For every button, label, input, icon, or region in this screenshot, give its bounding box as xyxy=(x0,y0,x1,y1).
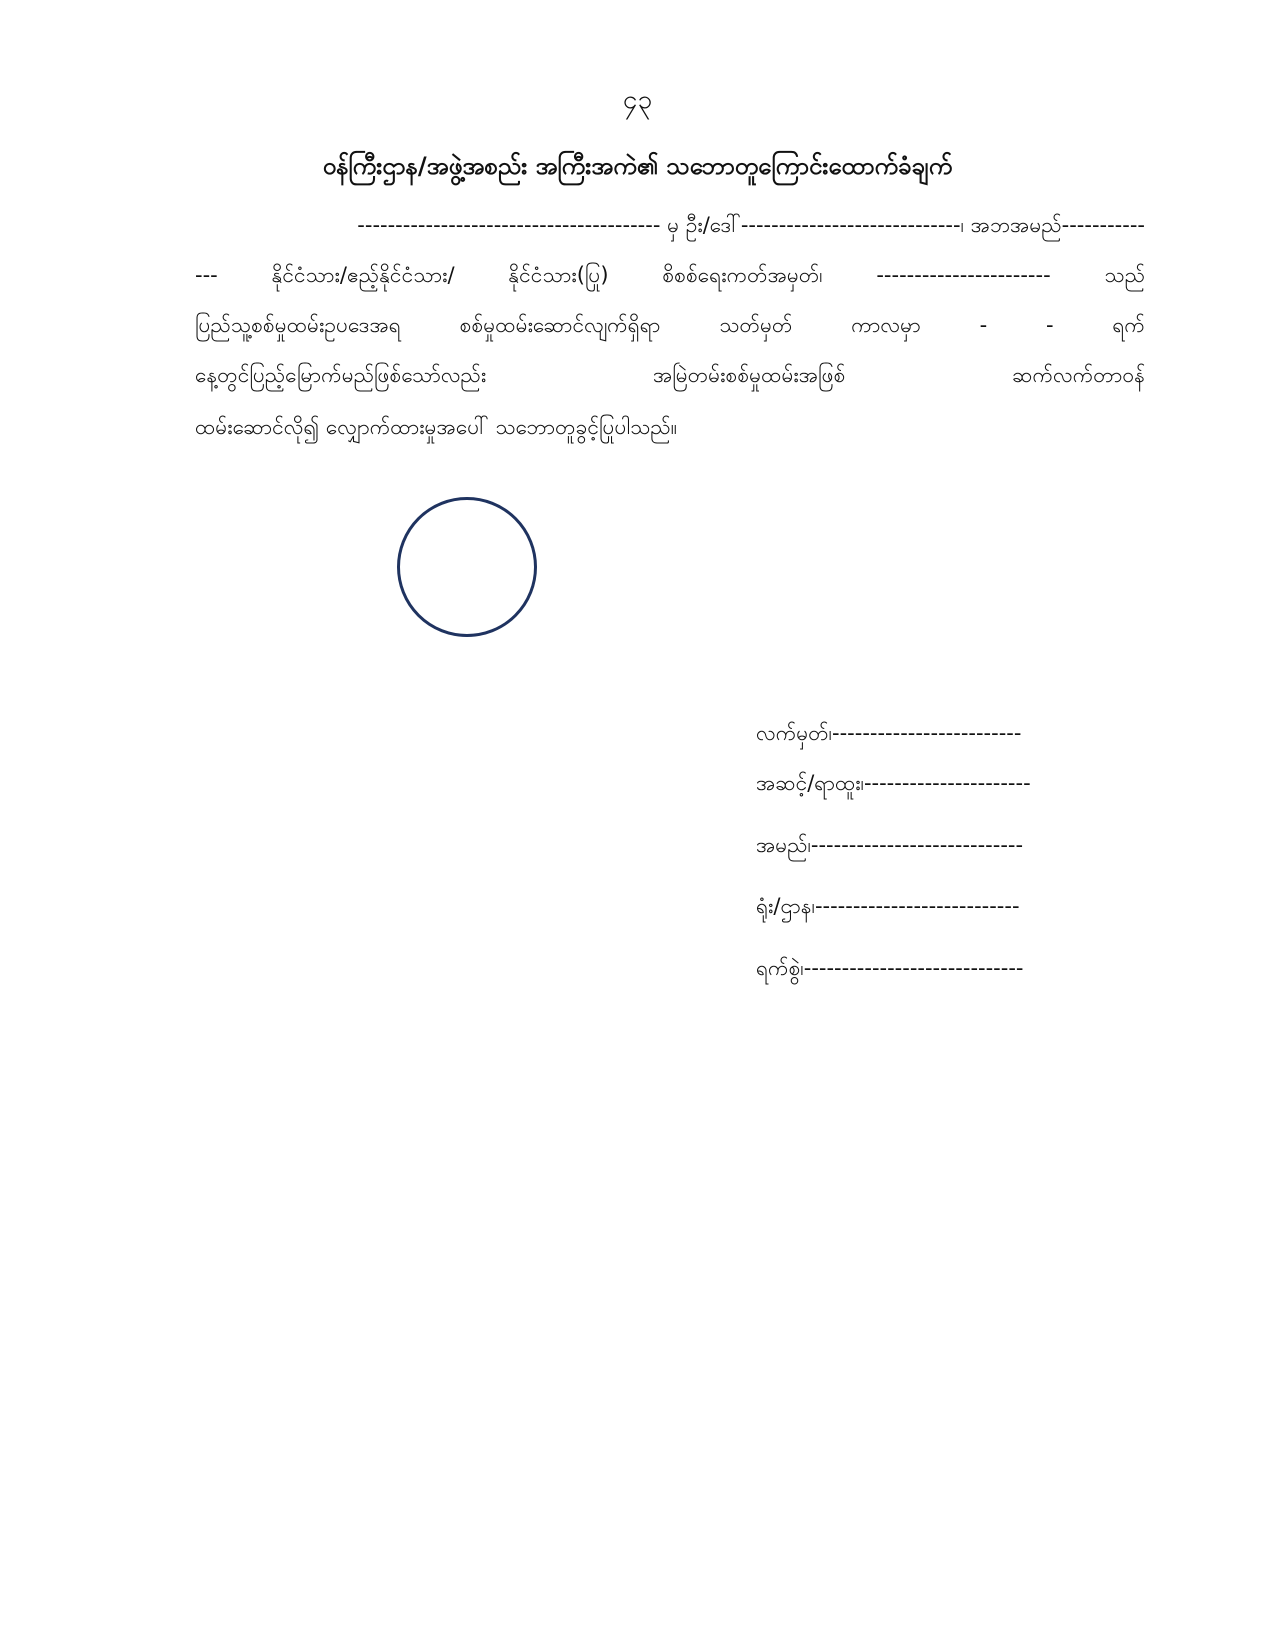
office-department-line: ရုံး/ဌာန၊--------------------------- xyxy=(756,894,1020,918)
paragraph-word: - xyxy=(979,313,988,337)
paragraph-word: နေ့တွင်ပြည့်မြောက်မည်ဖြစ်သော်လည်း xyxy=(195,363,487,387)
official-seal-circle xyxy=(397,497,537,637)
paragraph-line-3 xyxy=(195,308,1145,342)
paragraph-word: - xyxy=(1045,313,1054,337)
paragraph-word: နိုင်ငံသား/ဧည့်နိုင်ငံသား/ xyxy=(271,263,455,287)
paragraph-line-5 xyxy=(195,410,1145,444)
name-line: အမည်၊---------------------------- xyxy=(756,833,1024,857)
rank-position-line: အဆင့်/ရာထူး၊---------------------- xyxy=(756,771,1031,795)
paragraph-word: နိုင်ငံသား(ပြု) xyxy=(508,263,609,287)
paragraph-line-5-text: ထမ်းဆောင်လို၍ လျှောက်ထားမှုအပေါ် သဘောတူခွင့်ပြုပါသည်။ xyxy=(195,415,678,439)
paragraph-word: ရက် xyxy=(1112,313,1145,337)
paragraph-word: သည် xyxy=(1104,263,1145,287)
paragraph-word: --- xyxy=(195,263,218,287)
paragraph-word: စစ်မှုထမ်းဆောင်လျက်ရှိရာ xyxy=(459,313,661,337)
document-title: ဝန်ကြီးဌာန/အဖွဲ့အစည်း အကြီးအကဲ၏ သဘောတူကြောင်းထောက်ခံချက် xyxy=(322,152,953,180)
page-number: ၄၃ xyxy=(622,85,653,115)
date-line: ရက်စွဲ၊----------------------------- xyxy=(756,956,1024,980)
paragraph-word: စိစစ်ရေးကတ်အမှတ်၊ xyxy=(662,263,823,287)
paragraph-word: ----------------------- xyxy=(876,263,1051,287)
signature-line: လက်မှတ်၊------------------------- xyxy=(756,721,1022,745)
paragraph-line-4 xyxy=(195,358,1145,392)
paragraph-word: ကာလမှာ xyxy=(851,313,921,337)
paragraph-word: အမြဲတမ်းစစ်မှုထမ်းအဖြစ် xyxy=(652,363,846,387)
paragraph-word: ဆက်လက်တာဝန် xyxy=(1012,363,1145,387)
paragraph-word: သတ်မှတ် xyxy=(719,313,793,337)
paragraph-line-1-text: ---------------------------------------- မှ ဦး/ဒေါ်-----------------------------၊ အဘအမည်----------- xyxy=(357,213,1145,237)
paragraph-line-2 xyxy=(195,258,1145,292)
paragraph-line-1 xyxy=(195,208,1145,242)
paragraph-word: ပြည်သူ့စစ်မှုထမ်းဥပဒေအရ xyxy=(195,313,401,337)
